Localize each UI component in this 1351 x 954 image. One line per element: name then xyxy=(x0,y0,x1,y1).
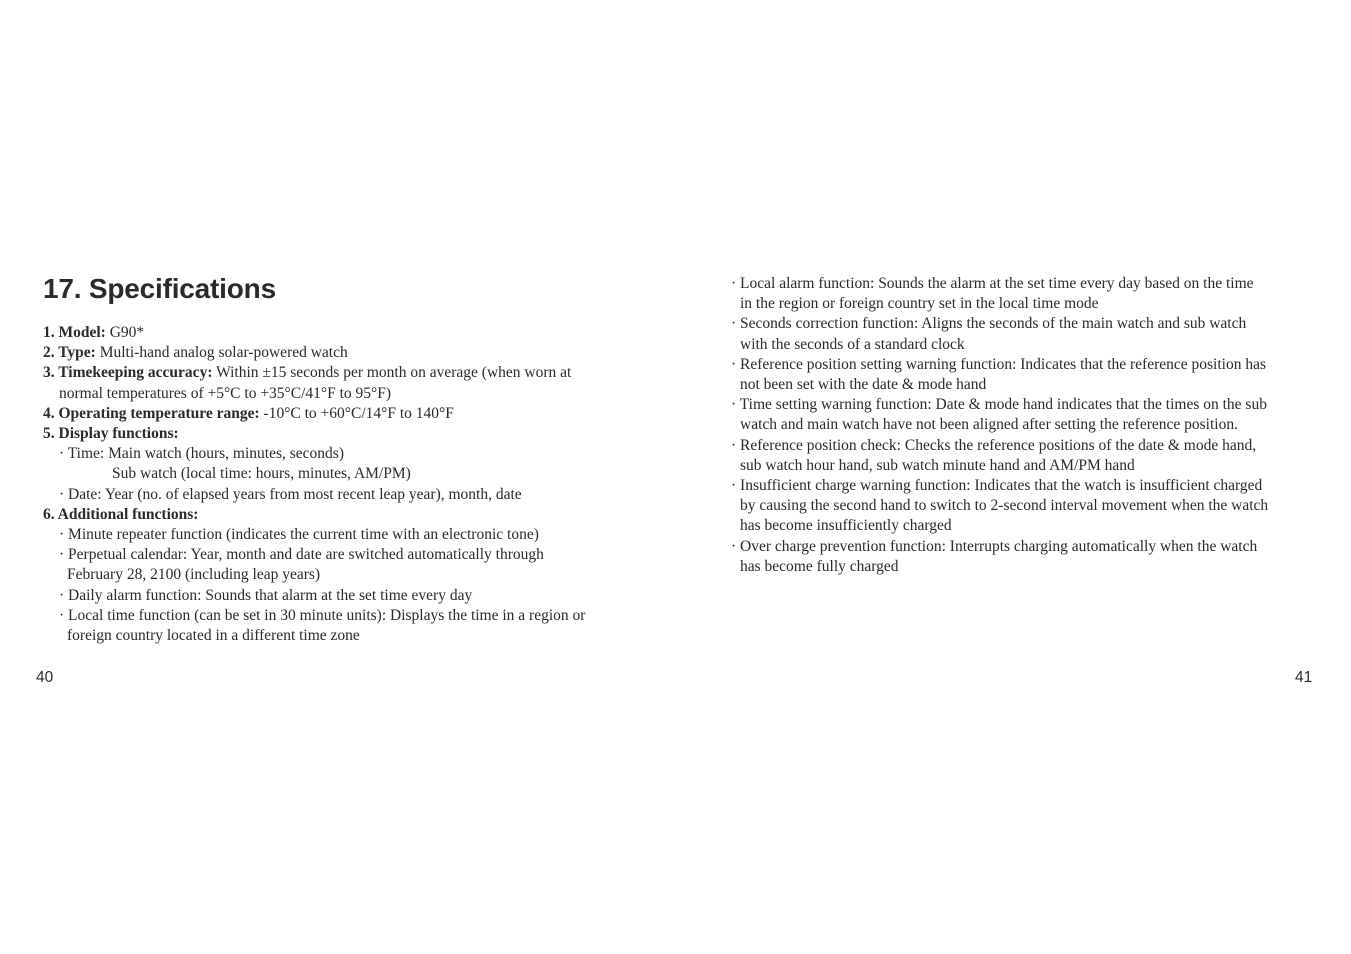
spec-add-calendar: · Perpetual calendar: Year, month and date are switched automatically through xyxy=(59,546,544,564)
spec-accuracy-value: Within ±15 seconds per month on average (when worn at xyxy=(212,364,572,382)
list-item-line: · Local alarm function: Sounds the alarm at the set time every day based on the time xyxy=(731,275,1254,292)
spec-accuracy-cont: normal temperatures of +5°C to +35°C/41°F to 95°F) xyxy=(59,384,392,402)
right-page xyxy=(731,274,1321,577)
list-item-line: · Seconds correction function: Aligns the seconds of the main watch and sub watch xyxy=(731,315,1247,333)
list-item xyxy=(731,355,1321,395)
list-item xyxy=(731,274,1321,314)
page-number-right: 41 xyxy=(1295,669,1313,686)
spec-model xyxy=(43,323,663,343)
spec-display-time: · Time: Main watch (hours, minutes, seconds) xyxy=(59,445,345,463)
spec-add-repeater: · Minute repeater function (indicates the current time with an electronic tone) xyxy=(59,526,539,544)
list-item-line: in the region or foreign country set in the local time mode xyxy=(740,295,1099,313)
spec-type-value: Multi-hand analog solar-powered watch xyxy=(95,344,348,362)
left-page xyxy=(43,272,663,646)
list-item-line: · Reference position check: Checks the reference positions of the date & mode hand, xyxy=(731,436,1257,454)
list-item xyxy=(731,314,1321,354)
spec-add-alarm: · Daily alarm function: Sounds that alarm at the set time every day xyxy=(59,586,473,604)
list-item-line: not been set with the date & mode hand xyxy=(740,376,987,394)
list-item-line: sub watch hour hand, sub watch minute hand and AM/PM hand xyxy=(740,456,1135,474)
list-item xyxy=(731,436,1321,476)
spec-additional-label: 6. Additional functions: xyxy=(43,505,199,523)
spec-temperature-label: 4. Operating temperature range: xyxy=(43,404,260,422)
spec-type xyxy=(43,343,663,363)
spec-display xyxy=(43,424,663,444)
spec-model-value: G90* xyxy=(105,324,145,341)
page-title: 17. Specifications xyxy=(43,273,276,304)
list-item-line: with the seconds of a standard clock xyxy=(740,335,965,353)
list-item-line: · Over charge prevention function: Interrupts charging automatically when the watch xyxy=(731,537,1258,555)
spec-type-label: 2. Type: xyxy=(43,344,96,362)
list-item xyxy=(731,395,1321,435)
spec-temperature-value: -10°C to +60°C/14°F to 140°F xyxy=(259,404,454,422)
spec-accuracy xyxy=(43,363,663,383)
list-item-line: watch and main watch have not been aligned after setting the reference position. xyxy=(740,416,1238,434)
spec-accuracy-label: 3. Timekeeping accuracy: xyxy=(43,364,213,382)
spec-display-sub: Sub watch (local time: hours, minutes, AM/PM) xyxy=(112,465,411,483)
list-item xyxy=(731,476,1321,537)
spec-add-calendar-cont: February 28, 2100 (including leap years) xyxy=(67,566,321,584)
list-item-line: has become fully charged xyxy=(740,557,899,575)
spec-display-label: 5. Display functions: xyxy=(43,425,179,443)
spec-additional xyxy=(43,505,663,525)
spec-temperature xyxy=(43,404,663,424)
spec-add-local-cont: foreign country located in a different time zone xyxy=(67,627,360,645)
list-item-line: by causing the second hand to switch to 2-second interval movement when the watch xyxy=(740,497,1269,515)
list-item xyxy=(731,537,1321,577)
list-item-line: · Insufficient charge warning function: Indicates that the watch is insufficient charged xyxy=(731,477,1263,495)
list-item-line: has become insufficiently charged xyxy=(740,517,952,535)
spec-display-date: · Date: Year (no. of elapsed years from most recent leap year), month, date xyxy=(59,485,522,503)
list-item-line: · Reference position setting warning function: Indicates that the reference position has xyxy=(731,355,1266,373)
spec-add-local: · Local time function (can be set in 30 minute units): Displays the time in a region or xyxy=(59,606,586,624)
list-item-line: · Time setting warning function: Date & mode hand indicates that the times on the sub xyxy=(731,396,1267,414)
page-number-left: 40 xyxy=(36,669,54,686)
spec-model-label: 1. Model: xyxy=(43,324,106,341)
